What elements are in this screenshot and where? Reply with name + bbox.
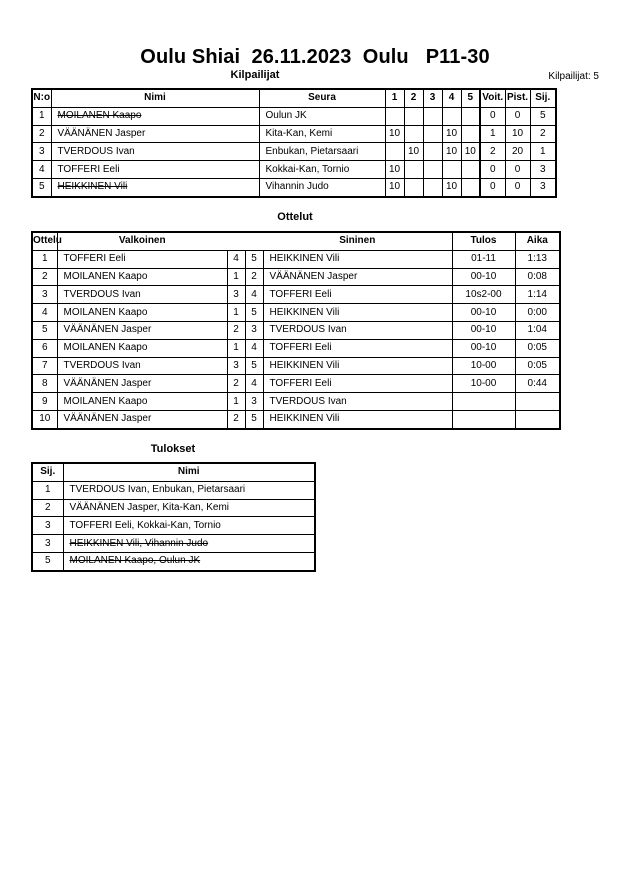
- competitor-place: 2: [530, 125, 556, 143]
- col-header-round-2: 2: [404, 89, 423, 107]
- white-competitor: VÄÄNÄNEN Jasper: [57, 410, 227, 428]
- match-row: [32, 339, 560, 357]
- round-score: 10: [385, 125, 404, 143]
- blue-competitor: TOFFERI Eeli: [263, 339, 452, 357]
- match-no: 4: [32, 304, 57, 322]
- col-header-place: Sij.: [530, 89, 556, 107]
- match-time: 1:13: [515, 250, 560, 268]
- match-no: 7: [32, 357, 57, 375]
- competitor-row: [32, 143, 556, 161]
- match-time: 1:04: [515, 321, 560, 339]
- match-row: [32, 393, 560, 411]
- white-competitor: MOILANEN Kaapo: [57, 339, 227, 357]
- competitor-row: [32, 178, 556, 196]
- blue-competitor-no: 5: [245, 357, 263, 375]
- match-no: 3: [32, 286, 57, 304]
- round-score: [404, 107, 423, 125]
- col-header-no: N:o: [32, 89, 51, 107]
- result-place: 3: [32, 517, 63, 535]
- match-result: 00-10: [452, 339, 515, 357]
- match-time: [515, 410, 560, 428]
- blue-competitor: HEIKKINEN Vili: [263, 357, 452, 375]
- col-header-round-3: 3: [423, 89, 442, 107]
- round-score: [404, 178, 423, 196]
- competitor-wins: 2: [480, 143, 505, 161]
- blue-competitor-no: 2: [245, 268, 263, 286]
- competitor-no: 3: [32, 143, 51, 161]
- page-title: Oulu Shiai 26.11.2023 Oulu P11-30: [140, 46, 490, 68]
- match-row: [32, 321, 560, 339]
- match-time: [515, 393, 560, 411]
- match-row: [32, 357, 560, 375]
- blue-competitor: TVERDOUS Ivan: [263, 321, 452, 339]
- blue-competitor-no: 3: [245, 321, 263, 339]
- col-header-white-no: [227, 232, 245, 250]
- competitor-name: MOILANEN Kaapo: [51, 107, 259, 125]
- match-time: 1:14: [515, 286, 560, 304]
- match-row: [32, 304, 560, 322]
- competitor-row: [32, 107, 556, 125]
- blue-competitor-no: 4: [245, 375, 263, 393]
- blue-competitor-no: 4: [245, 339, 263, 357]
- white-competitor-no: 4: [227, 250, 245, 268]
- result-place: 5: [32, 552, 63, 570]
- competitors-header-row: [32, 89, 556, 107]
- match-row: [32, 410, 560, 428]
- competitor-place: 3: [530, 161, 556, 179]
- round-score: 10: [442, 178, 461, 196]
- match-result: 00-10: [452, 321, 515, 339]
- col-header-white: Valkoinen: [57, 232, 227, 250]
- round-score: 10: [442, 143, 461, 161]
- blue-competitor: HEIKKINEN Vili: [263, 250, 452, 268]
- competitor-count: Kilpailijat: 5: [548, 71, 599, 82]
- competitor-place: 1: [530, 143, 556, 161]
- result-name: TOFFERI Eeli, Kokkai-Kan, Tornio: [63, 517, 315, 535]
- col-header-wins: Voit.: [480, 89, 505, 107]
- result-place: 3: [32, 535, 63, 553]
- white-competitor-no: 2: [227, 375, 245, 393]
- match-result: 00-10: [452, 304, 515, 322]
- match-time: 0:05: [515, 357, 560, 375]
- match-no: 2: [32, 268, 57, 286]
- col-header-name: Nimi: [51, 89, 259, 107]
- round-score: [404, 161, 423, 179]
- col-header-match: Ottelu: [32, 232, 57, 250]
- match-result: 10-00: [452, 375, 515, 393]
- competitor-row: [32, 125, 556, 143]
- competitor-wins: 0: [480, 107, 505, 125]
- round-score: [423, 107, 442, 125]
- matches-caption: Ottelut: [277, 211, 313, 223]
- blue-competitor: TOFFERI Eeli: [263, 375, 452, 393]
- white-competitor-no: 1: [227, 268, 245, 286]
- white-competitor-no: 2: [227, 410, 245, 428]
- match-row: [32, 250, 560, 268]
- result-name: VÄÄNÄNEN Jasper, Kita-Kan, Kemi: [63, 499, 315, 517]
- match-result: 10-00: [452, 357, 515, 375]
- round-score: [423, 161, 442, 179]
- results-table: [31, 462, 316, 572]
- match-result: [452, 410, 515, 428]
- match-no: 1: [32, 250, 57, 268]
- col-header-time: Aika: [515, 232, 560, 250]
- white-competitor: TVERDOUS Ivan: [57, 357, 227, 375]
- white-competitor: VÄÄNÄNEN Jasper: [57, 375, 227, 393]
- result-row: [32, 552, 315, 570]
- round-score: 10: [385, 161, 404, 179]
- results-header-row: [32, 463, 315, 481]
- round-score: [461, 178, 480, 196]
- blue-competitor: TVERDOUS Ivan: [263, 393, 452, 411]
- col-header-points: Pist.: [505, 89, 530, 107]
- competitor-no: 5: [32, 178, 51, 196]
- competitor-name: TOFFERI Eeli: [51, 161, 259, 179]
- col-header-club: Seura: [259, 89, 385, 107]
- competitor-name: TVERDOUS Ivan: [51, 143, 259, 161]
- match-time: 0:08: [515, 268, 560, 286]
- competitor-no: 4: [32, 161, 51, 179]
- match-no: 5: [32, 321, 57, 339]
- matches-table: [31, 231, 561, 430]
- white-competitor: VÄÄNÄNEN Jasper: [57, 321, 227, 339]
- round-score: [442, 161, 461, 179]
- round-score: [461, 125, 480, 143]
- round-score: 10: [404, 143, 423, 161]
- blue-competitor: HEIKKINEN Vili: [263, 304, 452, 322]
- col-header-blue-no: [245, 232, 263, 250]
- match-result: 00-10: [452, 268, 515, 286]
- competitor-club: Oulun JK: [259, 107, 385, 125]
- col-header-round-5: 5: [461, 89, 480, 107]
- col-header-round-4: 4: [442, 89, 461, 107]
- round-score: 10: [385, 178, 404, 196]
- match-time: 0:44: [515, 375, 560, 393]
- competitor-row: [32, 161, 556, 179]
- col-header-result-name: Nimi: [63, 463, 315, 481]
- competitors-caption: Kilpailijat: [230, 69, 280, 81]
- competitor-name: VÄÄNÄNEN Jasper: [51, 125, 259, 143]
- col-header-result-place: Sij.: [32, 463, 63, 481]
- round-score: [442, 107, 461, 125]
- blue-competitor: HEIKKINEN Vili: [263, 410, 452, 428]
- competitor-place: 5: [530, 107, 556, 125]
- blue-competitor-no: 5: [245, 250, 263, 268]
- competitor-points: 0: [505, 107, 530, 125]
- result-name: MOILANEN Kaapo, Oulun JK: [63, 552, 315, 570]
- competitor-wins: 1: [480, 125, 505, 143]
- round-score: [385, 143, 404, 161]
- match-time: 0:00: [515, 304, 560, 322]
- competitor-club: Enbukan, Pietarsaari: [259, 143, 385, 161]
- round-score: [404, 125, 423, 143]
- white-competitor-no: 1: [227, 304, 245, 322]
- white-competitor: TOFFERI Eeli: [57, 250, 227, 268]
- match-no: 8: [32, 375, 57, 393]
- round-score: [385, 107, 404, 125]
- match-result: [452, 393, 515, 411]
- blue-competitor: VÄÄNÄNEN Jasper: [263, 268, 452, 286]
- white-competitor: TVERDOUS Ivan: [57, 286, 227, 304]
- white-competitor-no: 2: [227, 321, 245, 339]
- competitor-club: Kita-Kan, Kemi: [259, 125, 385, 143]
- round-score: 10: [442, 125, 461, 143]
- match-row: [32, 286, 560, 304]
- white-competitor-no: 1: [227, 339, 245, 357]
- col-header-round-1: 1: [385, 89, 404, 107]
- result-name: TVERDOUS Ivan, Enbukan, Pietarsaari: [63, 481, 315, 499]
- competitor-place: 3: [530, 178, 556, 196]
- blue-competitor-no: 5: [245, 304, 263, 322]
- competitor-no: 1: [32, 107, 51, 125]
- blue-competitor-no: 5: [245, 410, 263, 428]
- result-place: 1: [32, 481, 63, 499]
- result-row: [32, 535, 315, 553]
- white-competitor-no: 1: [227, 393, 245, 411]
- white-competitor: MOILANEN Kaapo: [57, 268, 227, 286]
- competitor-no: 2: [32, 125, 51, 143]
- competitor-wins: 0: [480, 161, 505, 179]
- result-row: [32, 499, 315, 517]
- match-result: 10s2-00: [452, 286, 515, 304]
- competitor-club: Kokkai-Kan, Tornio: [259, 161, 385, 179]
- col-header-result: Tulos: [452, 232, 515, 250]
- col-header-blue: Sininen: [263, 232, 452, 250]
- result-place: 2: [32, 499, 63, 517]
- competitor-points: 0: [505, 161, 530, 179]
- competitor-points: 10: [505, 125, 530, 143]
- round-score: [423, 125, 442, 143]
- round-score: [461, 107, 480, 125]
- result-row: [32, 517, 315, 535]
- blue-competitor: TOFFERI Eeli: [263, 286, 452, 304]
- result-row: [32, 481, 315, 499]
- match-row: [32, 375, 560, 393]
- result-name: HEIKKINEN Vili, Vihannin Judo: [63, 535, 315, 553]
- competitor-wins: 0: [480, 178, 505, 196]
- match-no: 9: [32, 393, 57, 411]
- blue-competitor-no: 4: [245, 286, 263, 304]
- competitors-table: [31, 88, 557, 198]
- white-competitor: MOILANEN Kaapo: [57, 393, 227, 411]
- results-caption: Tulokset: [150, 443, 196, 455]
- match-result: 01-11: [452, 250, 515, 268]
- white-competitor-no: 3: [227, 357, 245, 375]
- competitor-name: HEIKKINEN Vili: [51, 178, 259, 196]
- match-no: 10: [32, 410, 57, 428]
- competitor-points: 20: [505, 143, 530, 161]
- round-score: [423, 178, 442, 196]
- round-score: 10: [461, 143, 480, 161]
- match-no: 6: [32, 339, 57, 357]
- competitor-club: Vihannin Judo: [259, 178, 385, 196]
- competitor-points: 0: [505, 178, 530, 196]
- white-competitor: MOILANEN Kaapo: [57, 304, 227, 322]
- round-score: [423, 143, 442, 161]
- round-score: [461, 161, 480, 179]
- white-competitor-no: 3: [227, 286, 245, 304]
- match-time: 0:05: [515, 339, 560, 357]
- blue-competitor-no: 3: [245, 393, 263, 411]
- match-row: [32, 268, 560, 286]
- matches-header-row: [32, 232, 560, 250]
